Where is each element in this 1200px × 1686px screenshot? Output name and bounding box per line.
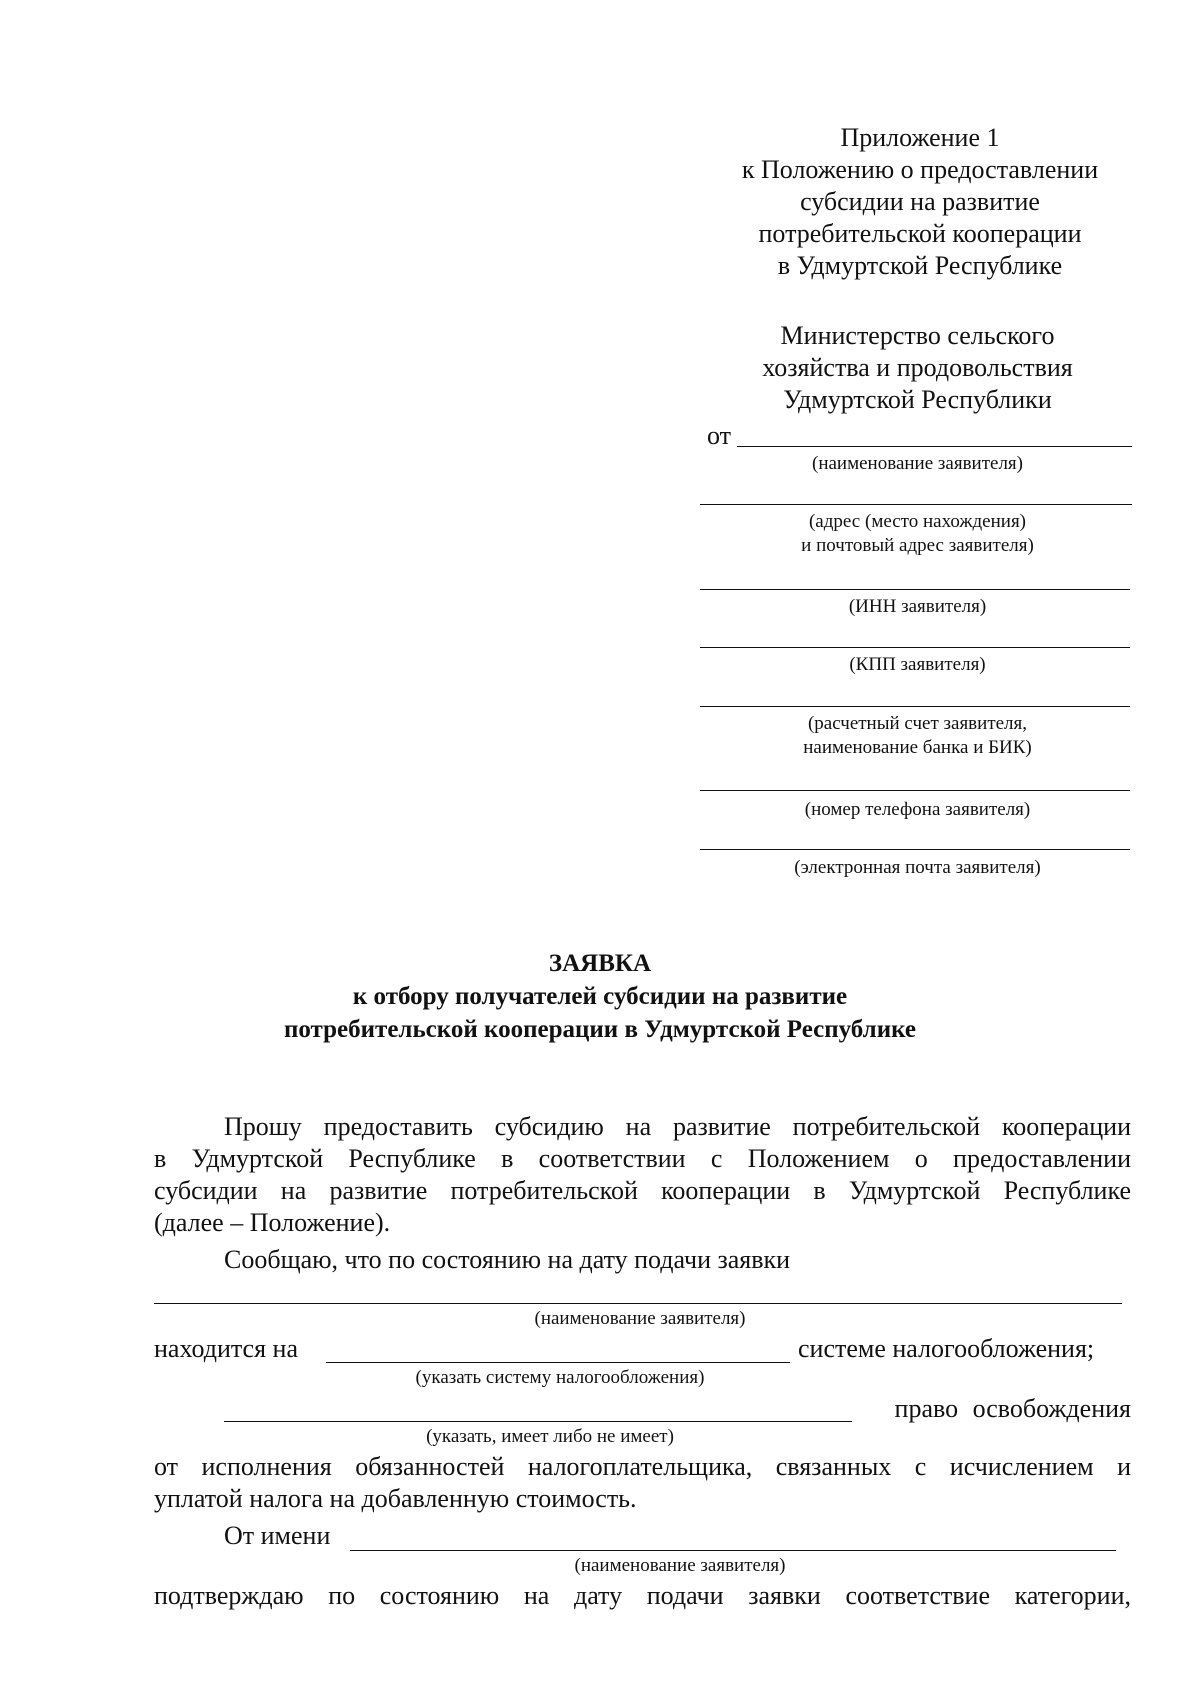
inn-caption: (ИНН заявителя) xyxy=(848,596,987,617)
paragraph-line: от исполнения обязанностей налогоплательщика, связанных с исчислением и xyxy=(154,1452,1131,1481)
appendix-block xyxy=(640,122,1200,282)
from-label: от xyxy=(707,421,732,450)
exemption-right-label: право освобождения xyxy=(894,1394,1131,1423)
exemption-field-line[interactable] xyxy=(224,1421,852,1422)
appendix-line: потребительской кооперации xyxy=(758,219,1082,248)
field-caption: (наименование заявителя) xyxy=(574,1555,786,1576)
document-title: ЗАЯВКА xyxy=(548,950,652,977)
paragraph-line: подтверждаю по состоянию на дату подачи заявки соответствие категории, xyxy=(154,1581,1131,1610)
address-caption: (адрес (место нахождения) и почтовый адрес заявителя) xyxy=(801,511,1034,556)
paragraph-line: в Удмуртской Республике в соответствии с Положением о предоставлении xyxy=(154,1144,1131,1173)
field-caption: (указать систему налогообложения) xyxy=(415,1367,705,1388)
applicant-name-caption: (наименование заявителя) xyxy=(812,453,1023,474)
ministry-line: хозяйства и продовольствия xyxy=(762,353,1073,382)
account-line[interactable] xyxy=(700,706,1130,707)
appendix-line: в Удмуртской Республике xyxy=(777,251,1063,280)
ministry-line: Министерство сельского xyxy=(780,321,1055,350)
paragraph-line: Сообщаю, что по состоянию на дату подачи заявки xyxy=(224,1245,791,1274)
paragraph-line: Прошу предоставить субсидию на развитие потребительской кооперации xyxy=(224,1112,1131,1141)
paragraph-line: (далее – Положение). xyxy=(154,1208,391,1237)
paragraph-line: уплатой налога на добавленную стоимость. xyxy=(154,1484,637,1513)
phone-line[interactable] xyxy=(700,790,1130,791)
field-caption: (наименование заявителя) xyxy=(534,1308,746,1329)
tax-system-tail: системе налогообложения; xyxy=(798,1334,1095,1363)
appendix-line: к Положению о предоставлении xyxy=(741,155,1099,184)
document-subtitle-2: потребительской кооперации в Удмуртской Республике xyxy=(283,1016,916,1043)
located-on-label: находится на xyxy=(154,1334,298,1363)
ministry-block xyxy=(640,320,1195,416)
kpp-caption: (КПП заявителя) xyxy=(849,654,986,675)
paragraph-line: субсидии на развитие потребительской кооперации в Удмуртской Республике xyxy=(154,1176,1131,1205)
ministry-line: Удмуртской Республики xyxy=(783,385,1052,414)
applicant-name-line[interactable] xyxy=(737,446,1132,447)
document-subtitle-1: к отбору получателей субсидии на развитие xyxy=(352,983,848,1010)
appendix-line: субсидии на развитие xyxy=(800,187,1040,216)
field-caption: (указать, имеет либо не имеет) xyxy=(426,1426,674,1447)
phone-caption: (номер телефона заявителя) xyxy=(804,799,1031,820)
on-behalf-field-line[interactable] xyxy=(350,1550,1116,1551)
address-line[interactable] xyxy=(700,504,1132,505)
email-line[interactable] xyxy=(700,849,1130,850)
tax-system-field-line[interactable] xyxy=(326,1362,790,1363)
appendix-line: Приложение 1 xyxy=(840,123,1000,152)
kpp-line[interactable] xyxy=(700,647,1130,648)
on-behalf-label: От имени xyxy=(224,1521,331,1550)
email-caption: (электронная почта заявителя) xyxy=(794,857,1041,878)
account-caption: (расчетный счет заявителя, наименование банка и БИК) xyxy=(803,713,1032,758)
inn-line[interactable] xyxy=(700,589,1130,590)
applicant-name-field-line[interactable] xyxy=(154,1303,1122,1304)
